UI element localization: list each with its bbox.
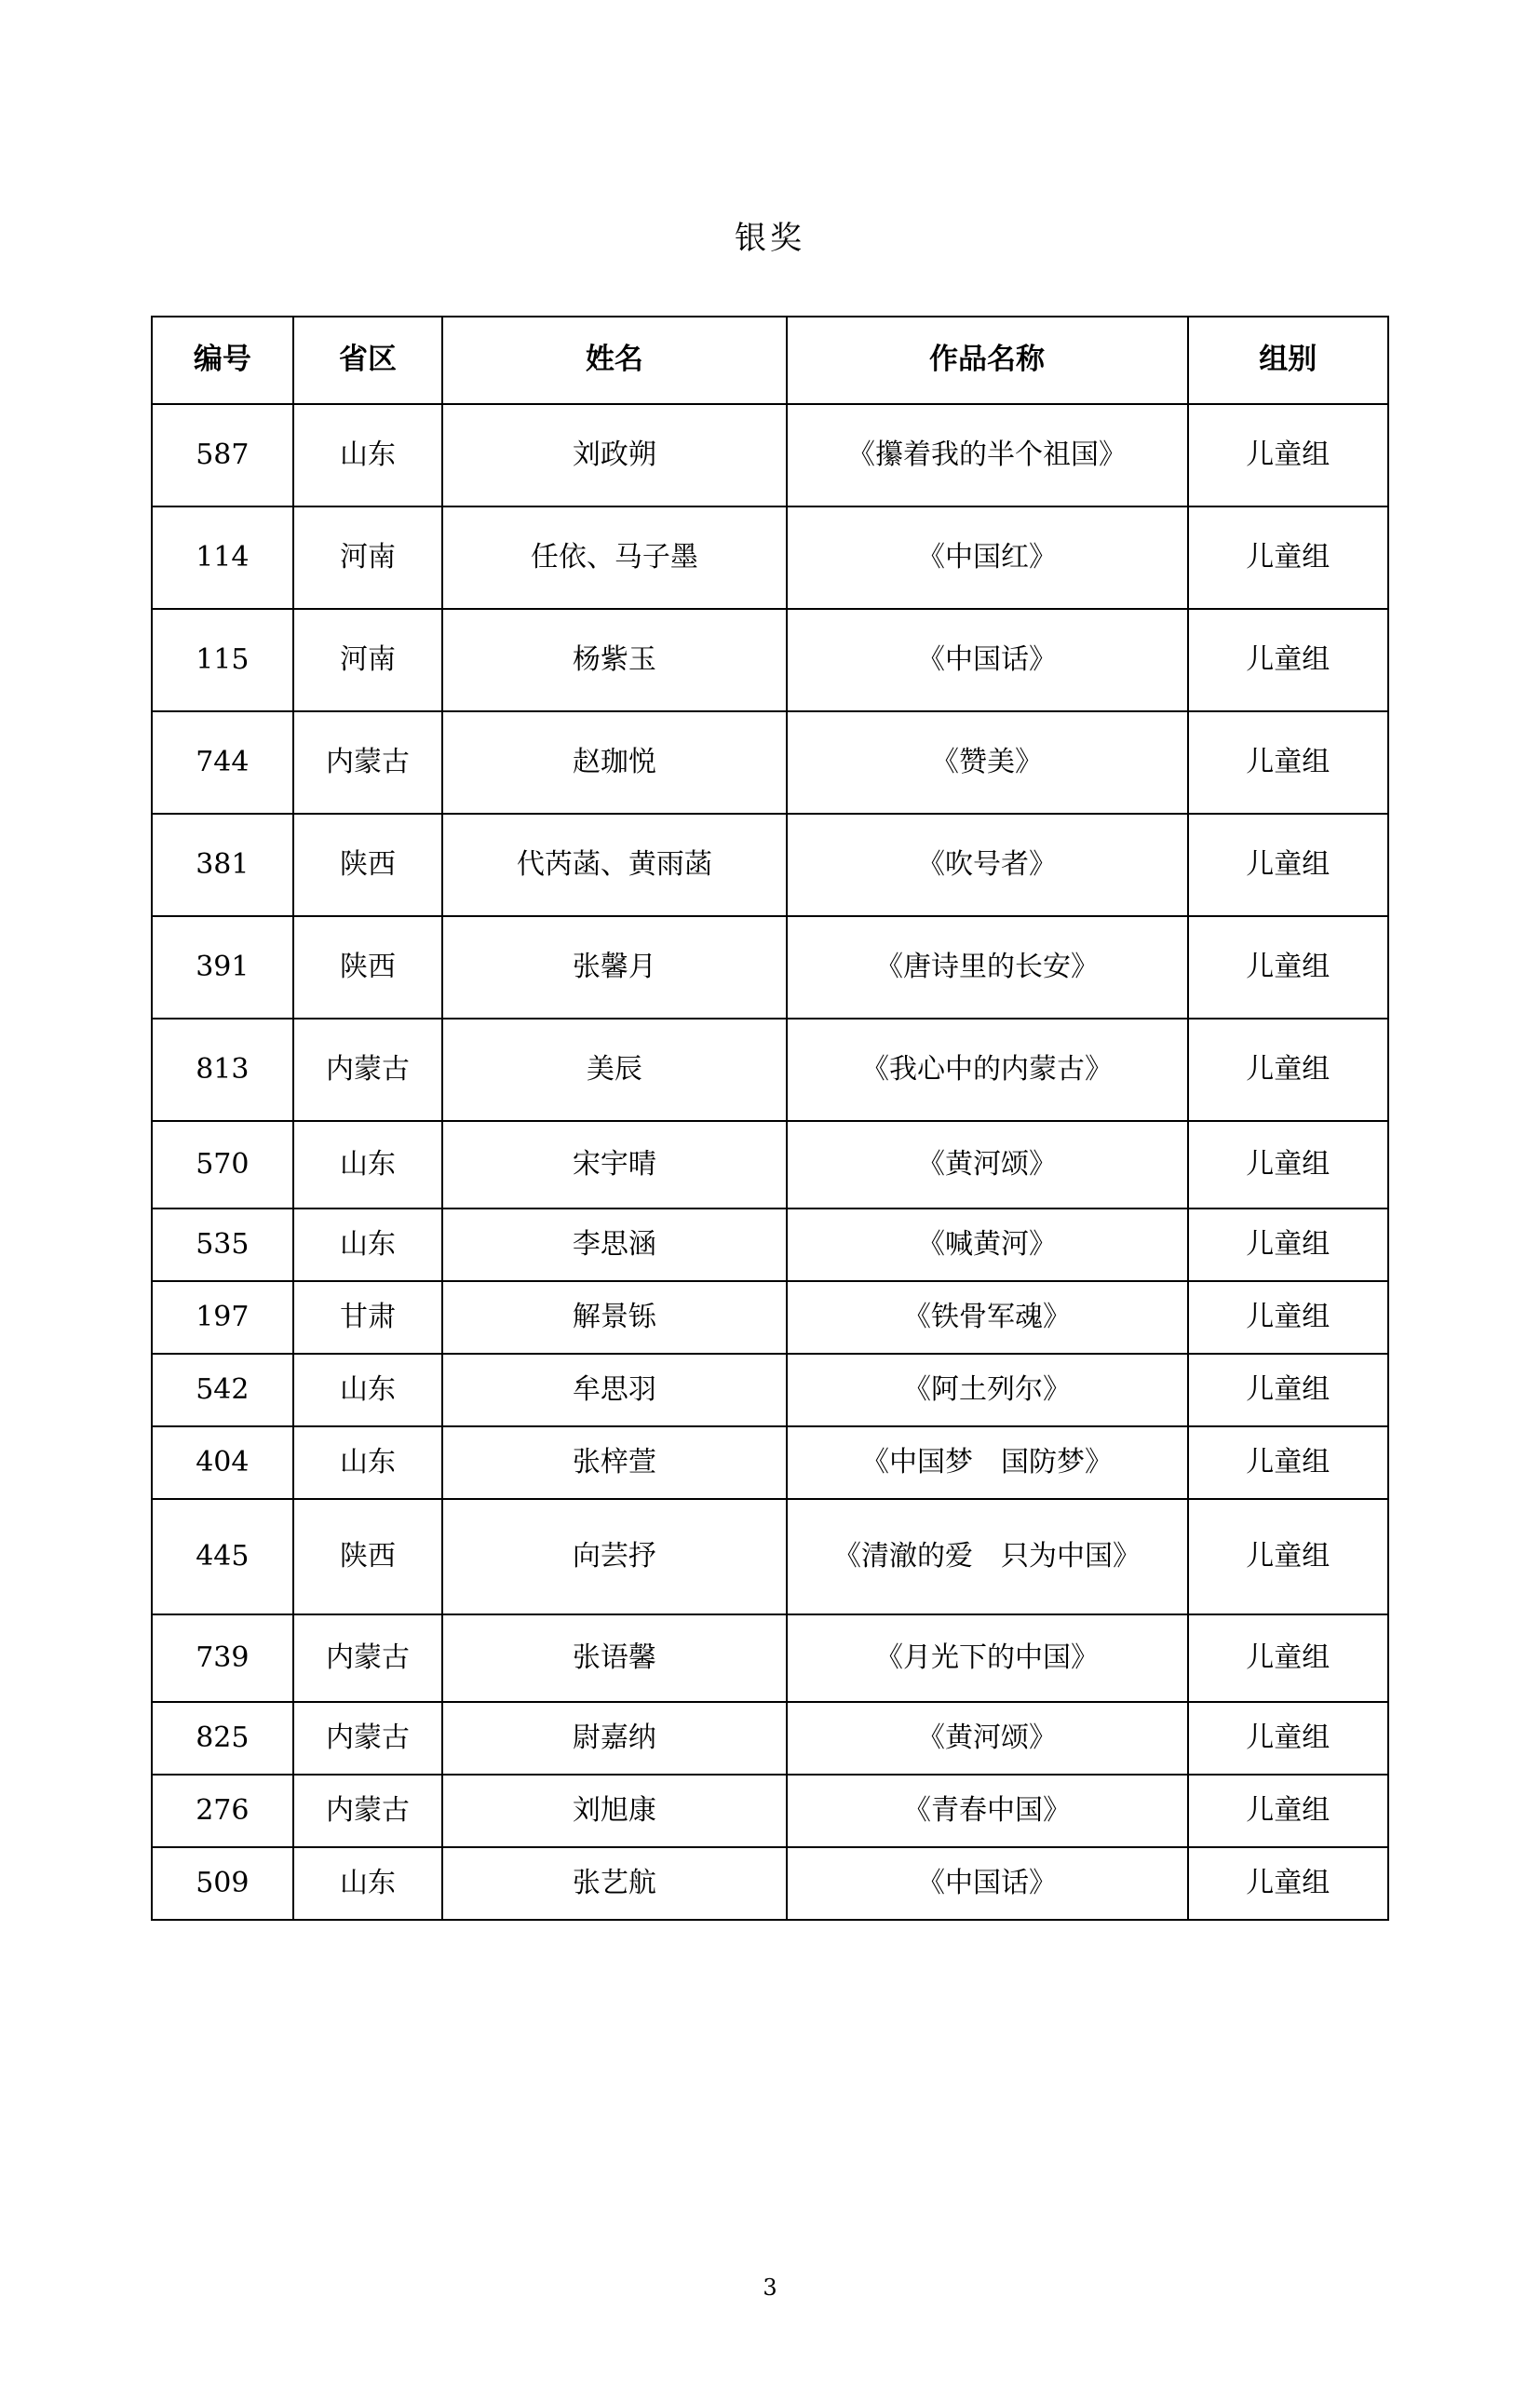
cell-province: 山东 [293, 404, 443, 506]
cell-work: 《中国红》 [787, 506, 1188, 609]
page-title: 银奖 [735, 220, 805, 257]
table-row [152, 1614, 1388, 1702]
award-table [151, 316, 1389, 1921]
cell-work: 《中国梦 国防梦》 [787, 1426, 1188, 1499]
table-row [152, 1847, 1388, 1920]
cell-work: 《喊黄河》 [787, 1209, 1188, 1281]
cell-id: 114 [152, 506, 293, 609]
table-row [152, 404, 1388, 506]
cell-work: 《黄河颂》 [787, 1121, 1188, 1209]
column-header-work: 作品名称 [787, 317, 1188, 404]
cell-name: 解景铄 [442, 1281, 786, 1354]
column-header-name: 姓名 [442, 317, 786, 404]
cell-name: 宋宇晴 [442, 1121, 786, 1209]
cell-name: 刘旭康 [442, 1775, 786, 1847]
cell-work: 《清澈的爱 只为中国》 [787, 1499, 1188, 1614]
table-row [152, 814, 1388, 916]
cell-province: 内蒙古 [293, 1702, 443, 1775]
cell-province: 山东 [293, 1121, 443, 1209]
cell-work: 《阿土列尔》 [787, 1354, 1188, 1426]
cell-name: 张馨月 [442, 916, 786, 1019]
cell-work: 《青春中国》 [787, 1775, 1188, 1847]
cell-group: 儿童组 [1188, 1121, 1388, 1209]
table-header [152, 317, 1388, 404]
cell-province: 河南 [293, 609, 443, 711]
cell-name: 刘政朔 [442, 404, 786, 506]
cell-id: 381 [152, 814, 293, 916]
cell-province: 河南 [293, 506, 443, 609]
cell-name: 牟思羽 [442, 1354, 786, 1426]
cell-id: 744 [152, 711, 293, 814]
cell-name: 张语馨 [442, 1614, 786, 1702]
cell-group: 儿童组 [1188, 404, 1388, 506]
award-table-container [151, 316, 1389, 1921]
cell-id: 587 [152, 404, 293, 506]
cell-work: 《铁骨军魂》 [787, 1281, 1188, 1354]
cell-name: 代芮菡、黄雨菡 [442, 814, 786, 916]
cell-province: 内蒙古 [293, 1614, 443, 1702]
column-header-group: 组别 [1188, 317, 1388, 404]
cell-group: 儿童组 [1188, 916, 1388, 1019]
cell-group: 儿童组 [1188, 1354, 1388, 1426]
column-header-id: 编号 [152, 317, 293, 404]
cell-group: 儿童组 [1188, 1775, 1388, 1847]
cell-id: 391 [152, 916, 293, 1019]
cell-work: 《吹号者》 [787, 814, 1188, 916]
table-header-row [152, 317, 1388, 404]
cell-id: 739 [152, 1614, 293, 1702]
cell-province: 陕西 [293, 916, 443, 1019]
cell-id: 570 [152, 1121, 293, 1209]
table-row [152, 1775, 1388, 1847]
cell-group: 儿童组 [1188, 1702, 1388, 1775]
table-row [152, 609, 1388, 711]
cell-province: 内蒙古 [293, 1019, 443, 1121]
table-row [152, 1426, 1388, 1499]
page-number: 3 [763, 2275, 777, 2301]
table-row [152, 1019, 1388, 1121]
cell-province: 陕西 [293, 814, 443, 916]
cell-work: 《赞美》 [787, 711, 1188, 814]
table-row [152, 1281, 1388, 1354]
cell-province: 内蒙古 [293, 1775, 443, 1847]
cell-work: 《唐诗里的长安》 [787, 916, 1188, 1019]
table-row [152, 1354, 1388, 1426]
cell-province: 陕西 [293, 1499, 443, 1614]
cell-name: 尉嘉纳 [442, 1702, 786, 1775]
document-page [0, 212, 1540, 2390]
cell-province: 内蒙古 [293, 711, 443, 814]
table-body [152, 404, 1388, 1920]
cell-work: 《中国话》 [787, 1847, 1188, 1920]
cell-work: 《我心中的内蒙古》 [787, 1019, 1188, 1121]
cell-province: 山东 [293, 1426, 443, 1499]
cell-name: 李思涵 [442, 1209, 786, 1281]
cell-province: 甘肃 [293, 1281, 443, 1354]
table-row [152, 506, 1388, 609]
table-row [152, 711, 1388, 814]
cell-work: 《月光下的中国》 [787, 1614, 1188, 1702]
cell-id: 825 [152, 1702, 293, 1775]
cell-id: 445 [152, 1499, 293, 1614]
cell-id: 535 [152, 1209, 293, 1281]
cell-name: 向芸抒 [442, 1499, 786, 1614]
column-header-province: 省区 [293, 317, 443, 404]
cell-province: 山东 [293, 1209, 443, 1281]
cell-group: 儿童组 [1188, 1847, 1388, 1920]
cell-group: 儿童组 [1188, 1209, 1388, 1281]
cell-name: 张艺航 [442, 1847, 786, 1920]
cell-id: 276 [152, 1775, 293, 1847]
cell-id: 404 [152, 1426, 293, 1499]
cell-group: 儿童组 [1188, 1426, 1388, 1499]
cell-work: 《中国话》 [787, 609, 1188, 711]
table-row [152, 1702, 1388, 1775]
cell-group: 儿童组 [1188, 1281, 1388, 1354]
cell-id: 115 [152, 609, 293, 711]
cell-group: 儿童组 [1188, 1019, 1388, 1121]
cell-name: 美辰 [442, 1019, 786, 1121]
table-row [152, 1209, 1388, 1281]
cell-group: 儿童组 [1188, 711, 1388, 814]
cell-province: 山东 [293, 1354, 443, 1426]
cell-name: 赵珈悦 [442, 711, 786, 814]
table-row [152, 1499, 1388, 1614]
cell-id: 197 [152, 1281, 293, 1354]
cell-id: 542 [152, 1354, 293, 1426]
cell-group: 儿童组 [1188, 506, 1388, 609]
cell-name: 杨紫玉 [442, 609, 786, 711]
cell-group: 儿童组 [1188, 1499, 1388, 1614]
cell-id: 509 [152, 1847, 293, 1920]
cell-group: 儿童组 [1188, 1614, 1388, 1702]
cell-province: 山东 [293, 1847, 443, 1920]
cell-work: 《黄河颂》 [787, 1702, 1188, 1775]
cell-work: 《攥着我的半个祖国》 [787, 404, 1188, 506]
table-row [152, 1121, 1388, 1209]
table-row [152, 916, 1388, 1019]
cell-id: 813 [152, 1019, 293, 1121]
cell-name: 任依、马子墨 [442, 506, 786, 609]
cell-group: 儿童组 [1188, 609, 1388, 711]
cell-name: 张梓萱 [442, 1426, 786, 1499]
cell-group: 儿童组 [1188, 814, 1388, 916]
